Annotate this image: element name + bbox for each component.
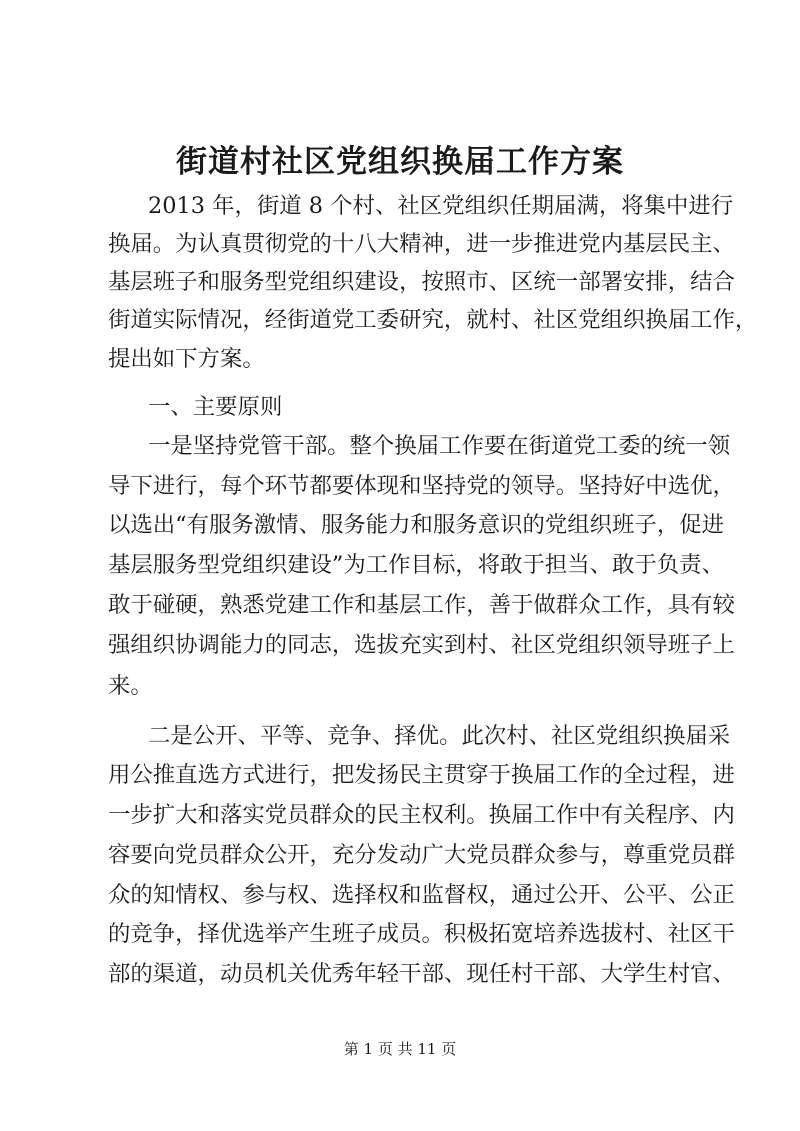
paragraph-line: 来。: [108, 673, 153, 699]
paragraph-line: 用公推直选方式进行，把发扬民主贯穿于换届工作的全过程，进: [108, 762, 735, 788]
paragraph-line: 基层服务型党组织建设”为工作目标，将敢于担当、敢于负责、: [108, 552, 724, 578]
paragraph-line: 容要向党员群众公开，充分发动广大党员群众参与，尊重党员群: [108, 842, 735, 868]
page-number-footer: 第 1 页 共 11 页: [343, 1040, 457, 1058]
paragraph-line: 部的渠道，动员机关优秀年轻干部、现任村干部、大学生村官、: [108, 961, 735, 987]
paragraph-line: 一步扩大和落实党员群众的民主权利。换届工作中有关程序、内: [108, 802, 735, 828]
paragraph-line: 强组织协调能力的同志，选拔充实到村、社区党组织领导班子上: [108, 632, 735, 658]
paragraph-line: 街道实际情况，经街道党工委研究，就村、社区党组织换届工作，: [108, 307, 758, 333]
paragraph-line: 换届。为认真贯彻党的十八大精神，进一步推进党内基层民主、: [108, 231, 735, 257]
paragraph-line: 一是坚持党管干部。整个换届工作要在街道党工委的统一领: [148, 433, 731, 459]
paragraph-line: 导下进行，每个环节都要体现和坚持党的领导。坚持好中选优，: [108, 473, 735, 499]
paragraph-line: 以选出“有服务激情、服务能力和服务意识的党组织班子，促进: [108, 512, 724, 538]
paragraph-line: 提出如下方案。: [108, 346, 265, 372]
paragraph-line: 众的知情权、参与权、选择权和监督权，通过公开、公平、公正: [108, 882, 735, 908]
paragraph-line: 的竞争，择优选举产生班子成员。积极拓宽培养选拔村、社区干: [108, 921, 735, 947]
paragraph-line: 基层班子和服务型党组织建设，按照市、区统一部署安排，结合: [108, 269, 735, 295]
document-title: 街道村社区党组织换届工作方案: [176, 144, 624, 180]
paragraph-line: 二是公开、平等、竞争、择优。此次村、社区党组织换届采: [148, 723, 731, 749]
section-heading: 一、主要原则: [148, 394, 283, 420]
paragraph-line: 敢于碰硬，熟悉党建工作和基层工作，善于做群众工作，具有较: [108, 592, 735, 618]
paragraph-line: 2013 年，街道 8 个村、社区党组织任期届满，将集中进行: [148, 193, 734, 219]
